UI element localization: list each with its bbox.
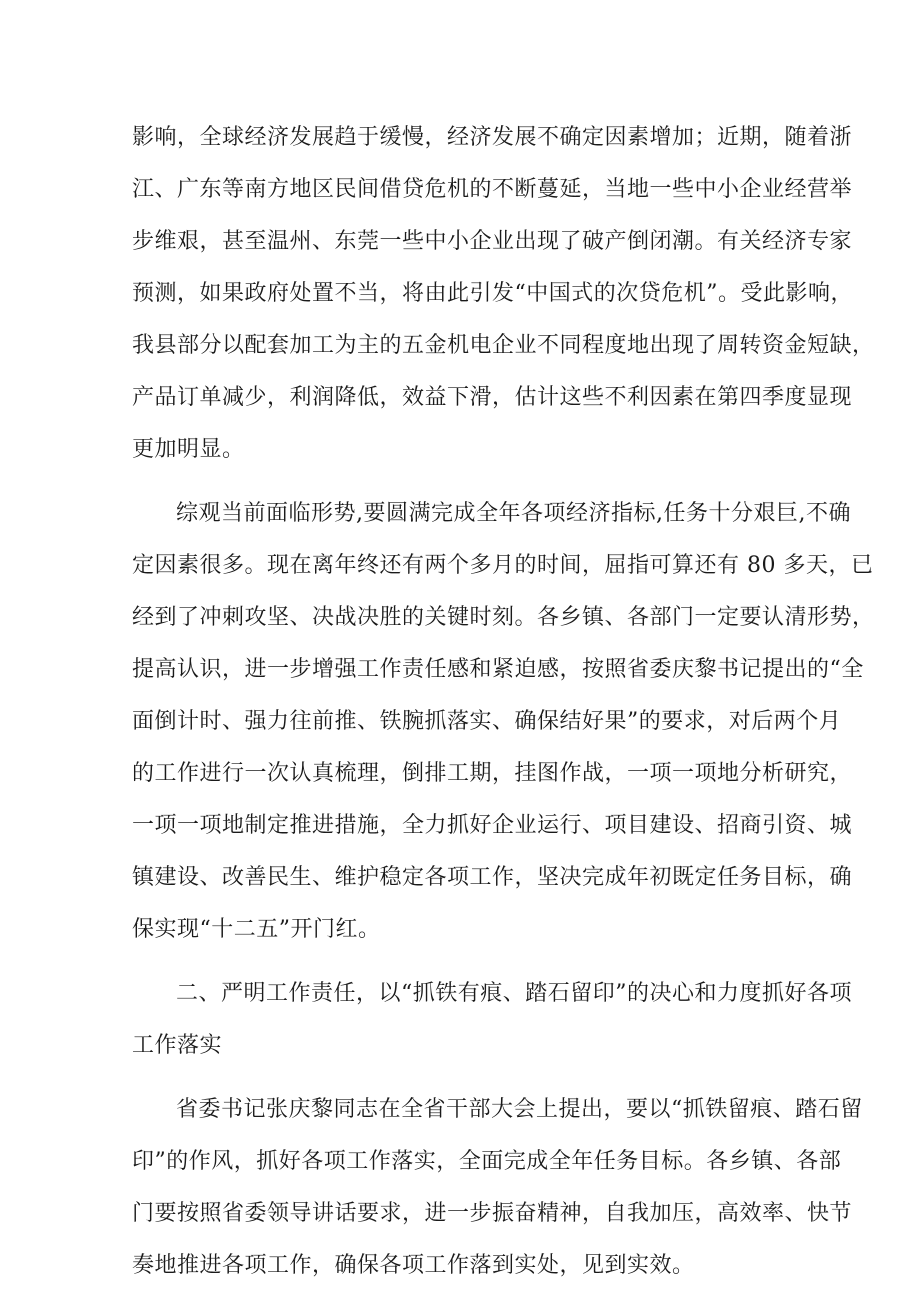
text-line: 保实现“十二五”开门红。 bbox=[132, 917, 381, 942]
text-line: 我县部分以配套加工为主的五金机电企业不同程度地出现了周转资金短缺， bbox=[132, 333, 875, 358]
paragraph-provincial-call bbox=[132, 1084, 863, 1292]
heading-line: 工作落实 bbox=[132, 1033, 223, 1058]
paragraph-spacer bbox=[132, 476, 797, 488]
text-line: 经到了冲刺攻坚、决战决胜的关键时刻。各乡镇、各部门一定要认清形势， bbox=[132, 605, 875, 630]
document-body bbox=[132, 112, 875, 1292]
section-heading-two bbox=[132, 968, 852, 1072]
paragraph-current-situation bbox=[132, 488, 875, 956]
text-line: 产品订单减少，利润降低，效益下滑，估计这些不利因素在第四季度显现 bbox=[132, 385, 853, 410]
text-line: 印”的作风，抓好各项工作落实，全面完成全年任务目标。各乡镇、各部 bbox=[132, 1149, 842, 1174]
text-line: 影响，全球经济发展趋于缓慢，经济发展不确定因素增加；近期，随着浙 bbox=[132, 125, 853, 150]
text-line: 更加明显。 bbox=[132, 437, 245, 462]
text-line: 预测，如果政府处置不当，将由此引发“中国式的次贷危机”。受此影响， bbox=[132, 281, 853, 306]
paragraph-economic-impact bbox=[132, 112, 875, 476]
text-line: 提高认识，进一步增强工作责任感和紧迫感，按照省委庆黎书记提出的“全 bbox=[132, 657, 864, 682]
paragraph-spacer bbox=[132, 1072, 797, 1084]
text-line: 的工作进行一次认真梳理，倒排工期，挂图作战，一项一项地分析研究， bbox=[132, 761, 853, 786]
text-line: 门要按照省委领导讲话要求，进一步振奋精神，自我加压，高效率、快节 bbox=[132, 1201, 853, 1226]
text-line: 省委书记张庆黎同志在全省干部大会上提出，要以“抓铁留痕、踏石留 bbox=[176, 1097, 863, 1122]
text-line: 面倒计时、强力往前推、铁腕抓落实、确保结好果”的要求，对后两个月 bbox=[132, 709, 842, 734]
heading-line: 二、严明工作责任，以“抓铁有痕、踏石留印”的决心和力度抓好各项 bbox=[176, 981, 852, 1006]
text-line: 一项一项地制定推进措施，全力抓好企业运行、项目建设、招商引资、城 bbox=[132, 813, 853, 838]
text-line: 镇建设、改善民生、维护稳定各项工作，坚决完成年初既定任务目标，确 bbox=[132, 865, 853, 890]
text-line: 奏地推进各项工作，确保各项工作落到实处，见到实效。 bbox=[132, 1253, 695, 1278]
text-line: 定因素很多。现在离年终还有两个多月的时间，屈指可算还有 80 多天，已 bbox=[132, 553, 874, 578]
text-line: 综观当前面临形势,要圆满完成全年各项经济指标,任务十分艰巨,不确 bbox=[176, 501, 851, 526]
text-line: 步维艰，甚至温州、东莞一些中小企业出现了破产倒闭潮。有关经济专家 bbox=[132, 229, 853, 254]
paragraph-spacer bbox=[132, 956, 797, 968]
text-line: 江、广东等南方地区民间借贷危机的不断蔓延，当地一些中小企业经营举 bbox=[132, 177, 853, 202]
